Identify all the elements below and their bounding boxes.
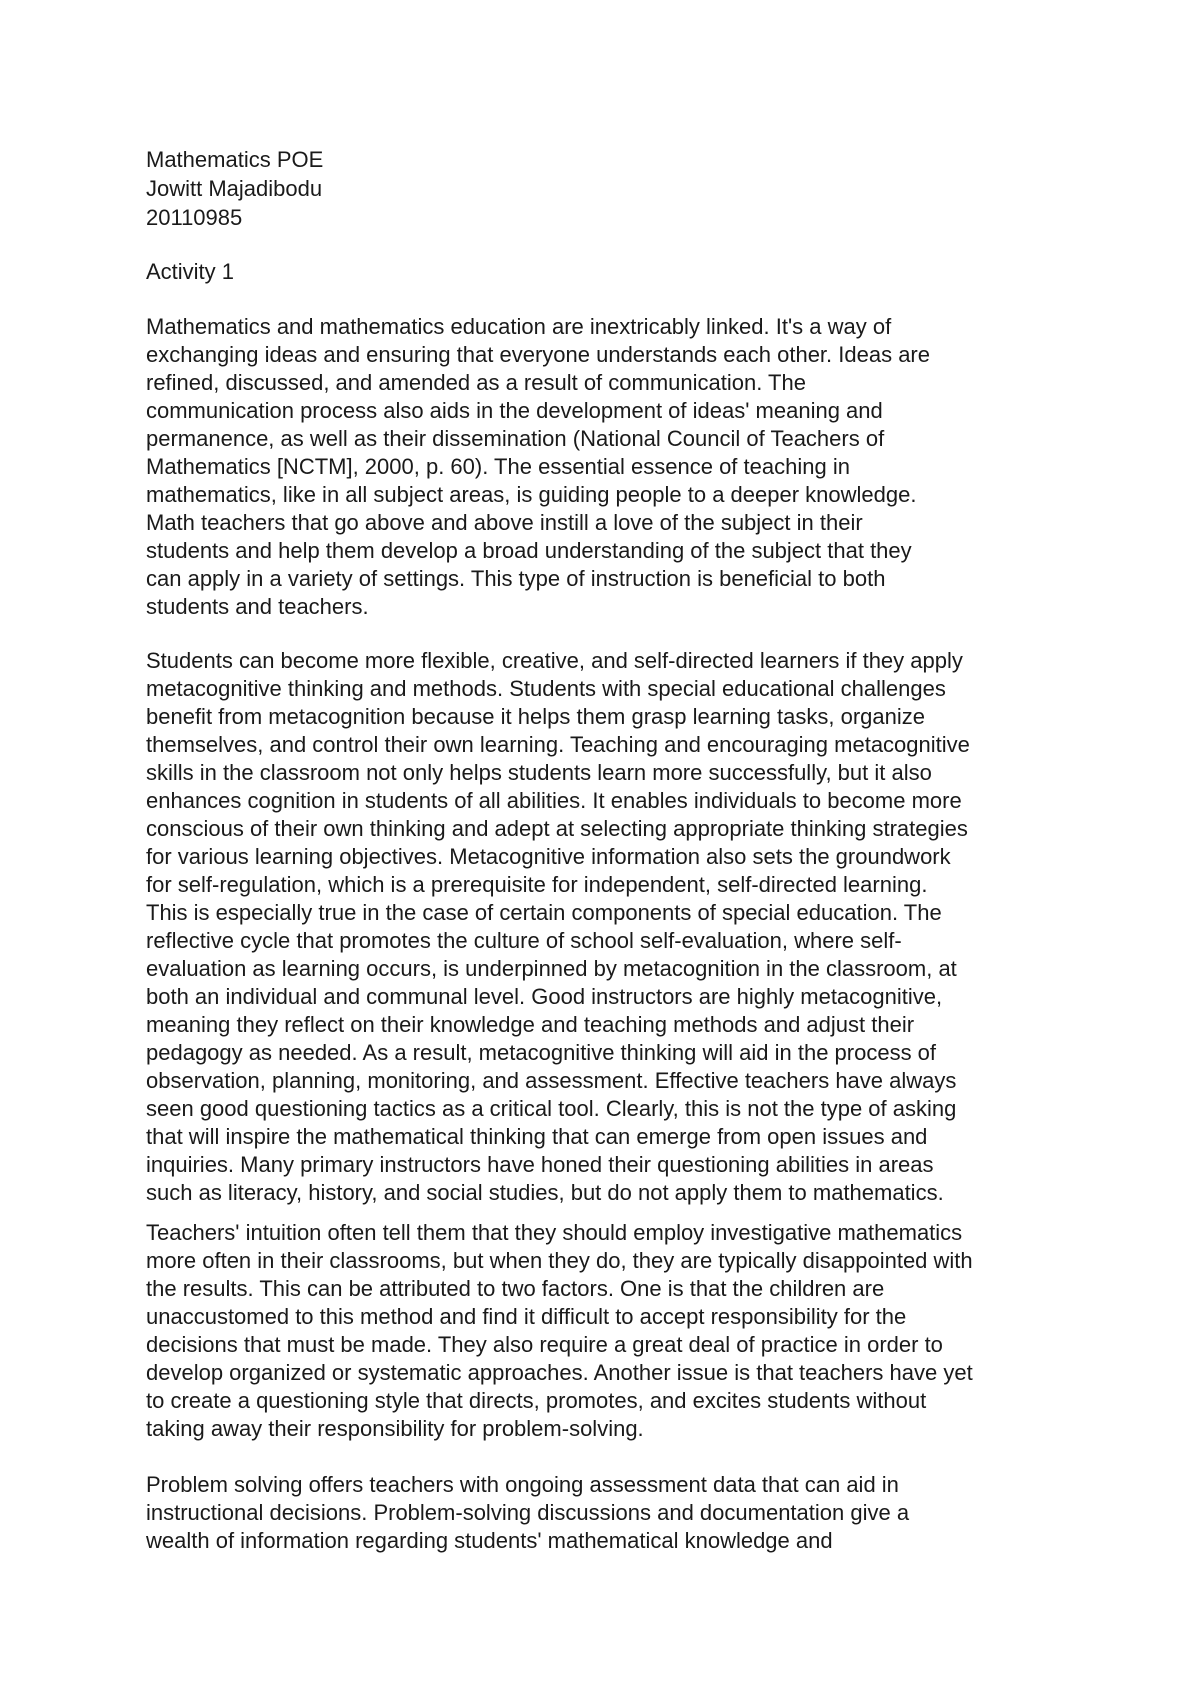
- paragraph-line: such as literacy, history, and social studies, but do not apply them to mathematics.: [146, 1180, 944, 1205]
- paragraph-line: Mathematics [NCTM], 2000, p. 60). The essential essence of teaching in: [146, 454, 850, 479]
- paragraph-line: pedagogy as needed. As a result, metacognitive thinking will aid in the process of: [146, 1040, 937, 1065]
- paragraph-line: Mathematics and mathematics education are inextricably linked. It's a way of: [146, 314, 892, 339]
- paragraph-3: [146, 1219, 1066, 1443]
- paragraph-line: that will inspire the mathematical thinking that can emerge from open issues and: [146, 1124, 928, 1149]
- paragraph-line: conscious of their own thinking and adept at selecting appropriate thinking strategies: [146, 816, 968, 841]
- paragraph-line: more often in their classrooms, but when they do, they are typically disappointed with: [146, 1248, 973, 1273]
- paragraph-line: Teachers' intuition often tell them that they should employ investigative mathematics: [146, 1220, 963, 1245]
- student-number: 20110985: [146, 205, 243, 230]
- paragraph-line: can apply in a variety of settings. This type of instruction is beneficial to both: [146, 566, 886, 591]
- paragraph-line: for self-regulation, which is a prerequisite for independent, self-directed learning.: [146, 872, 928, 897]
- paragraph-line: students and help them develop a broad understanding of the subject that they: [146, 538, 912, 563]
- paragraph-4: [146, 1471, 1066, 1555]
- paragraph-2: [146, 647, 1066, 1207]
- paragraph-line: meaning they reflect on their knowledge and teaching methods and adjust their: [146, 1012, 915, 1037]
- paragraph-1: [146, 313, 1066, 621]
- paragraph-line: exchanging ideas and ensuring that everyone understands each other. Ideas are: [146, 342, 930, 367]
- paragraph-line: both an individual and communal level. Good instructors are highly metacognitive,: [146, 984, 943, 1009]
- paragraph-line: the results. This can be attributed to two factors. One is that the children are: [146, 1276, 885, 1301]
- paragraph-line: metacognitive thinking and methods. Students with special educational challenges: [146, 676, 946, 701]
- paragraph-line: wealth of information regarding students' mathematical knowledge and: [146, 1528, 833, 1553]
- paragraph-line: refined, discussed, and amended as a result of communication. The: [146, 370, 806, 395]
- paragraph-line: students and teachers.: [146, 594, 369, 619]
- paragraph-line: themselves, and control their own learning. Teaching and encouraging metacognitive: [146, 732, 970, 757]
- document-header: [146, 145, 1066, 232]
- paragraph-line: instructional decisions. Problem-solving discussions and documentation give a: [146, 1500, 910, 1525]
- paragraph-line: observation, planning, monitoring, and assessment. Effective teachers have always: [146, 1068, 957, 1093]
- activity-heading: [146, 258, 1066, 286]
- paragraph-line: mathematics, like in all subject areas, is guiding people to a deeper knowledge.: [146, 482, 917, 507]
- paragraph-line: skills in the classroom not only helps students learn more successfully, but it also: [146, 760, 932, 785]
- paragraph-line: evaluation as learning occurs, is underpinned by metacognition in the classroom, at: [146, 956, 957, 981]
- paragraph-line: enhances cognition in students of all abilities. It enables individuals to become more: [146, 788, 962, 813]
- paragraph-line: unaccustomed to this method and find it difficult to accept responsibility for the: [146, 1304, 907, 1329]
- paragraph-line: Math teachers that go above and above instill a love of the subject in their: [146, 510, 863, 535]
- activity-title: Activity 1: [146, 259, 235, 284]
- document-page: [146, 145, 1066, 1555]
- paragraph-line: reflective cycle that promotes the culture of school self-evaluation, where self-: [146, 928, 902, 953]
- paragraph-line: decisions that must be made. They also require a great deal of practice in order to: [146, 1332, 943, 1357]
- paragraph-line: to create a questioning style that directs, promotes, and excites students without: [146, 1388, 927, 1413]
- paragraph-line: inquiries. Many primary instructors have honed their questioning abilities in areas: [146, 1152, 934, 1177]
- student-name: Jowitt Majadibodu: [146, 176, 323, 201]
- paragraph-line: taking away their responsibility for problem-solving.: [146, 1416, 644, 1441]
- paragraph-line: Problem solving offers teachers with ongoing assessment data that can aid in: [146, 1472, 899, 1497]
- paragraph-line: benefit from metacognition because it helps them grasp learning tasks, organize: [146, 704, 925, 729]
- paragraph-line: for various learning objectives. Metacognitive information also sets the groundwork: [146, 844, 951, 869]
- paragraph-line: develop organized or systematic approaches. Another issue is that teachers have yet: [146, 1360, 973, 1385]
- course-title: Mathematics POE: [146, 147, 324, 172]
- paragraph-line: communication process also aids in the development of ideas' meaning and: [146, 398, 883, 423]
- paragraph-line: seen good questioning tactics as a critical tool. Clearly, this is not the type of asking: [146, 1096, 957, 1121]
- paragraph-line: permanence, as well as their dissemination (National Council of Teachers of: [146, 426, 885, 451]
- paragraph-line: Students can become more flexible, creative, and self-directed learners if they apply: [146, 648, 963, 673]
- paragraph-line: This is especially true in the case of certain components of special education. The: [146, 900, 942, 925]
